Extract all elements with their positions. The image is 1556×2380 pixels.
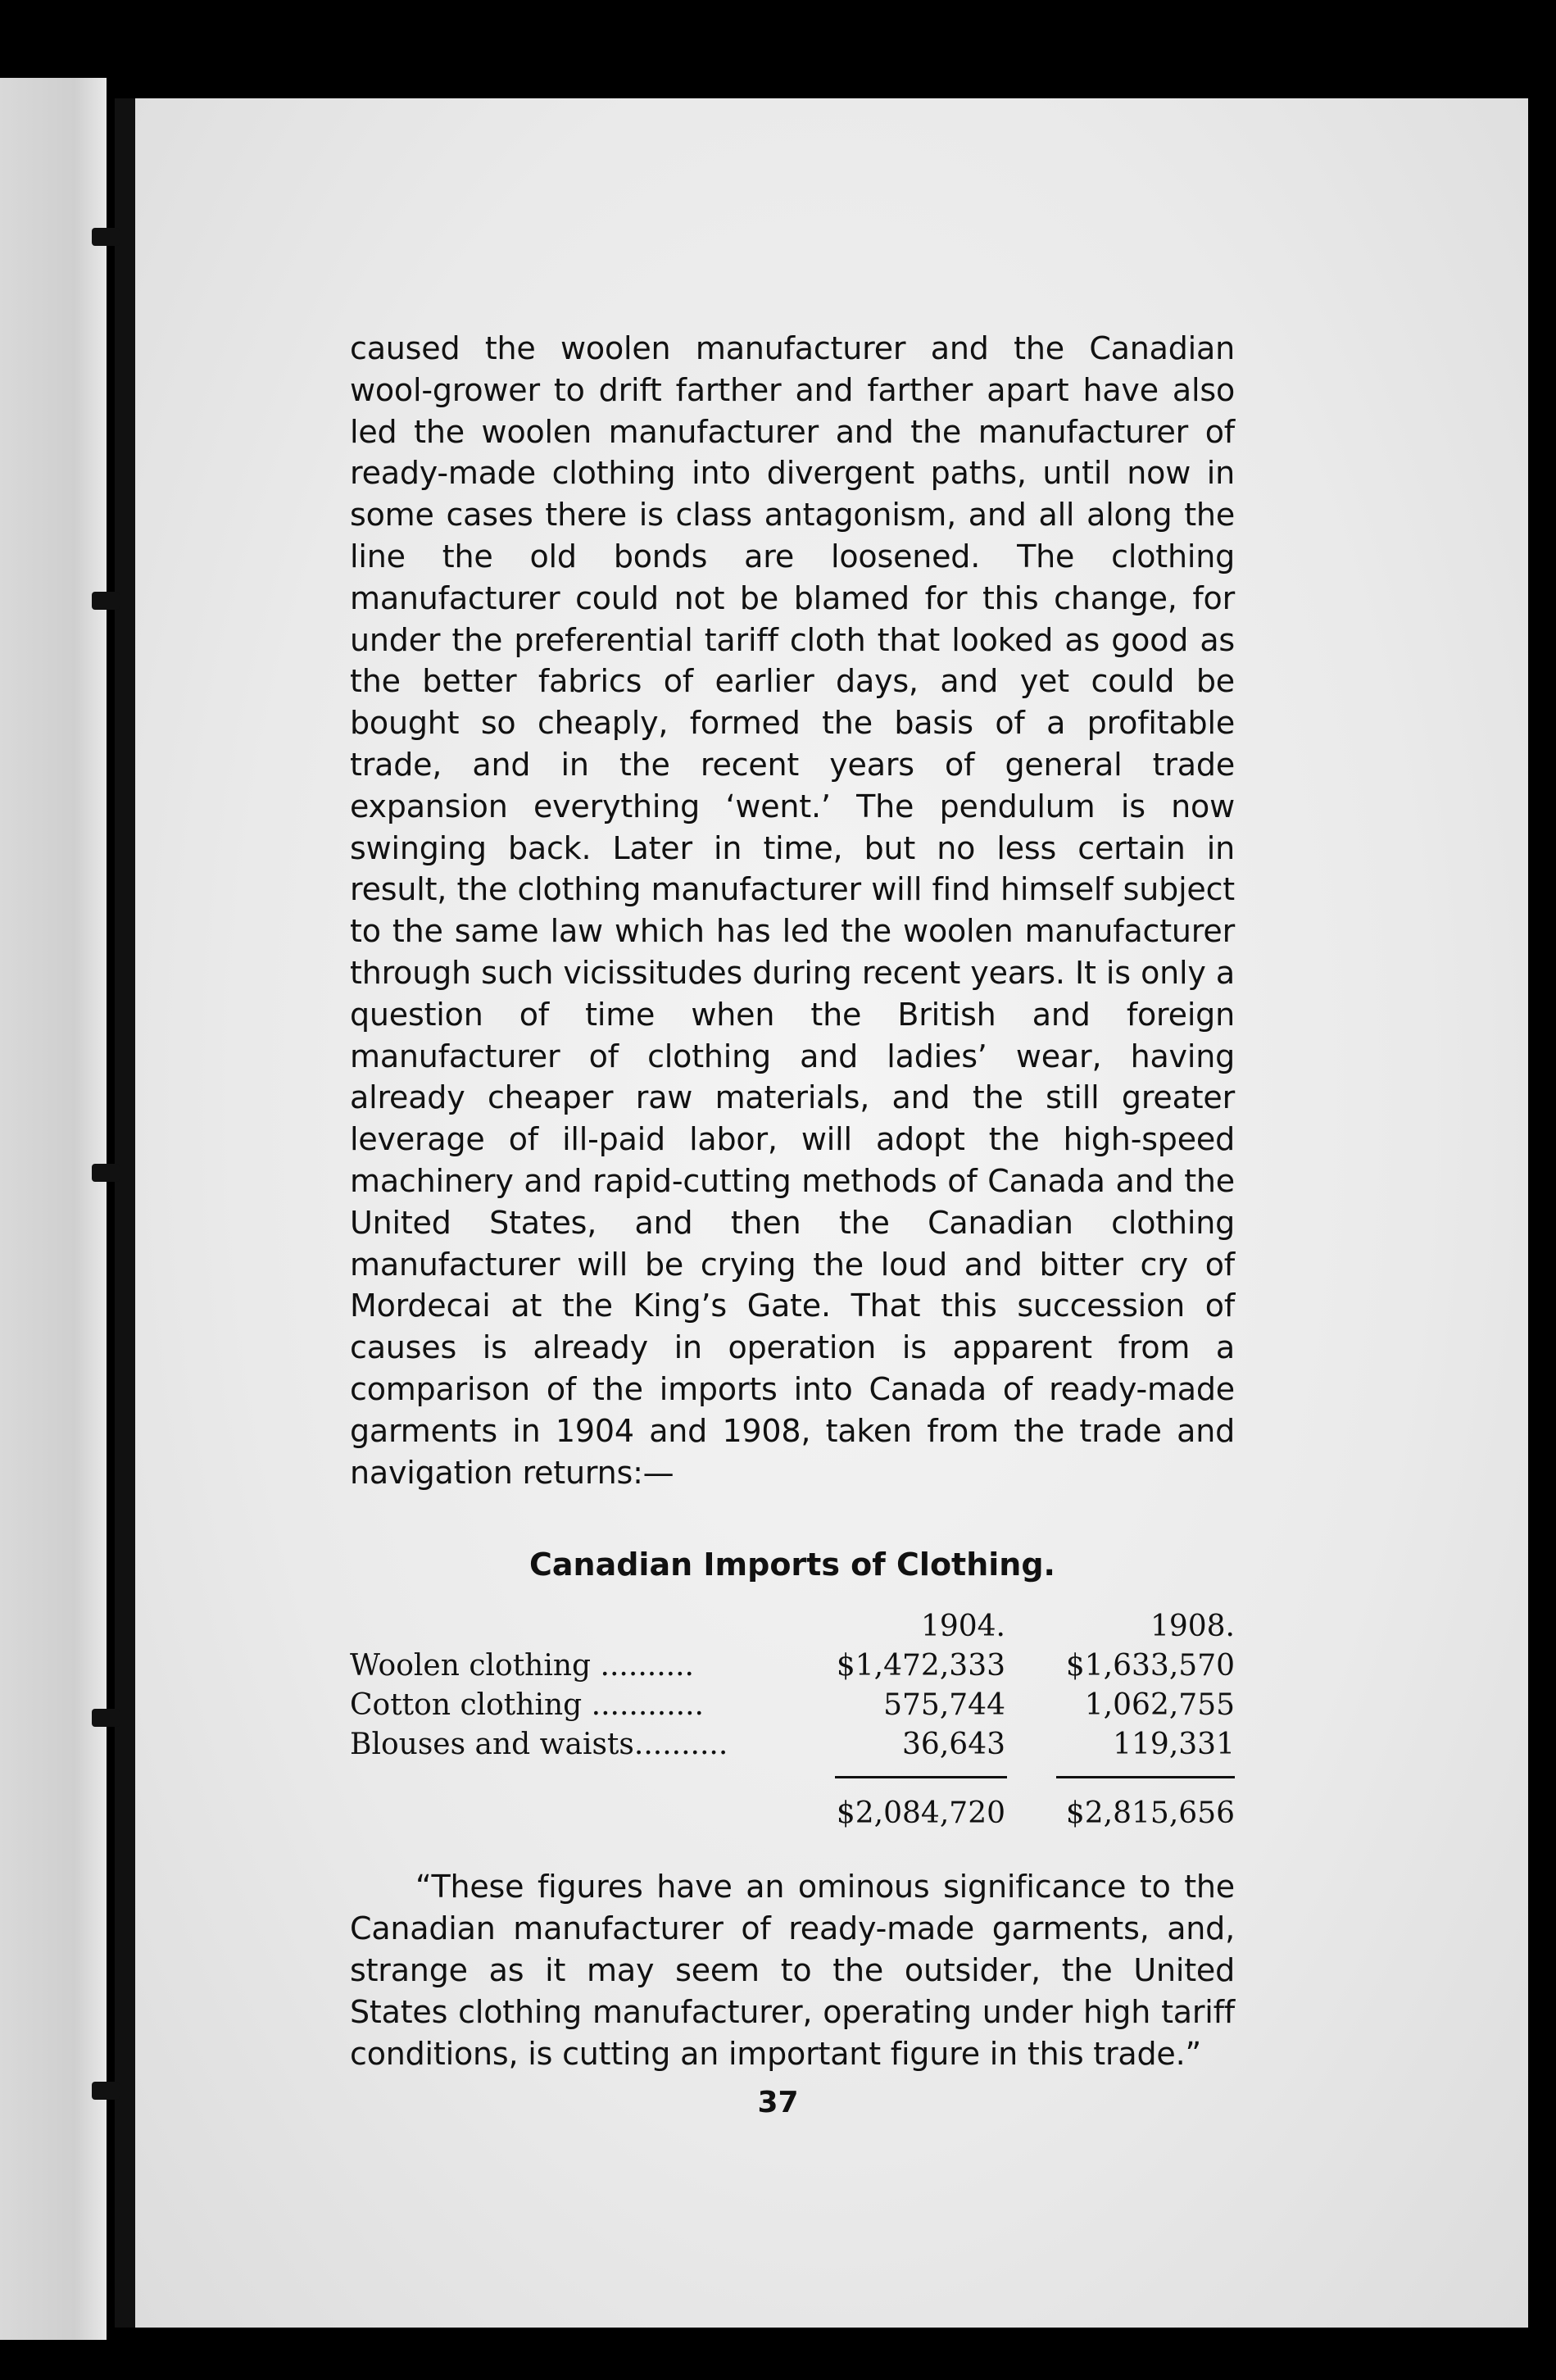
column-header-1904: 1904.: [920, 1610, 1005, 1644]
total-1904: $2,084,720: [836, 1796, 1005, 1831]
row-label: Cotton clothing ............: [350, 1688, 704, 1723]
total-rule-1904: [835, 1776, 1007, 1778]
quote-paragraph: “These figures have an ominous significance to the Canadian manufacturer of ready-made garments, and, strange as it may seem to the outsider, the United States clothing manufacturer, operating under high tariff conditions, is cutting an important figure in this trade.”: [350, 1869, 1235, 2072]
binding-mark: [92, 1709, 120, 1727]
page-text-block: [350, 328, 1235, 2074]
table-row: [350, 1646, 1235, 1686]
column-header-1908: 1908.: [1150, 1610, 1235, 1644]
table-row: [350, 1725, 1235, 1765]
total-rule-1908: [1056, 1776, 1235, 1778]
row-label: Woolen clothing ..........: [350, 1649, 694, 1683]
table-row: [350, 1686, 1235, 1725]
row-value-1908: $1,633,570: [1065, 1649, 1235, 1683]
row-value-1904: $1,472,333: [836, 1649, 1005, 1683]
row-label: Blouses and waists..........: [350, 1728, 728, 1762]
page-number: 37: [757, 2086, 799, 2119]
binding-mark: [92, 592, 120, 610]
row-value-1908: 119,331: [1113, 1728, 1235, 1762]
row-value-1904: 36,643: [902, 1728, 1005, 1762]
binding-mark: [92, 1164, 120, 1182]
table-title: Canadian Imports of Clothing.: [529, 1547, 1055, 1583]
facing-page-margin: [0, 78, 107, 2340]
total-1908: $2,815,656: [1065, 1796, 1235, 1831]
table-header-row: [350, 1607, 1235, 1646]
table-total-row: [350, 1794, 1235, 1833]
binding-mark: [92, 228, 120, 246]
total-rules: [350, 1765, 1235, 1789]
row-value-1904: 575,744: [883, 1688, 1005, 1723]
row-value-1908: 1,062,755: [1084, 1688, 1235, 1723]
imports-table: [350, 1607, 1235, 1833]
body-paragraph: caused the woolen manufacturer and the Canadian wool-grower to drift farther and farther apart have also led the woolen manufacturer and the manufacturer of ready-made clothing into divergent paths, until now in some cases there is class antagonism, and all along the line the old bonds are loosened. The clothing manufacturer could not be blamed for this change, for under the preferential tariff cloth that looked as good as the better fabrics of earlier days, and yet could be bought so cheaply, formed the basis of a profitable trade, and in the recent years of general trade expansion everything ‘went.’ The pendulum is now swinging back. Later in time, but no less certain in result, the clothing manufacturer will find himself subject to the same law which has led the woolen manufacturer through such vicissitudes during recent years. It is only a question of time when the British and foreign manufacturer of clothing and ladies’ wear, having already cheaper raw materials, and the still greater leverage of ill-paid labor, will adopt the high-speed machinery and rapid-cutting methods of Canada and the United States, and then the Canadian clothing manufacturer will be crying the loud and bitter cry of Mordecai at the King’s Gate. That this succession of causes is already in operation is apparent from a comparison of the imports into Canada of ready-made garments in 1904 and 1908, taken from the trade and navigation returns:—: [350, 330, 1235, 1491]
book-spine-shadow: [115, 98, 138, 2328]
